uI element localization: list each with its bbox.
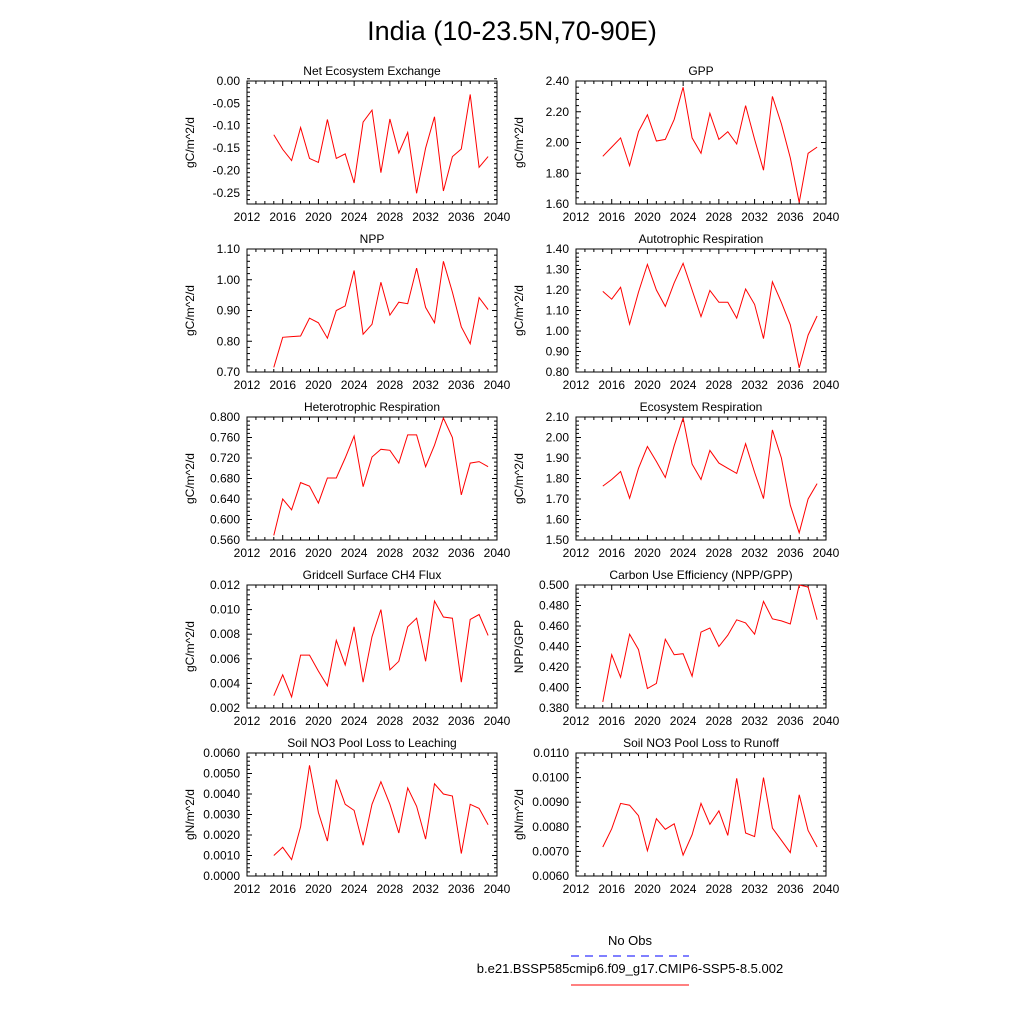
y-tick-label: 1.10: [545, 303, 569, 318]
panel-title: NPP: [359, 232, 385, 246]
x-tick-label: 2024: [340, 714, 368, 728]
panel-net-ecosystem-exchange: [183, 64, 511, 224]
y-tick-label: 0.0000: [203, 869, 240, 883]
y-tick-label: 1.50: [545, 533, 569, 547]
x-tick-label: 2016: [269, 546, 297, 560]
plot-frame: [247, 249, 497, 372]
series-line-autotrophic-respiration: [603, 263, 817, 368]
y-tick-label: -0.10: [212, 118, 240, 133]
x-tick-label: 2020: [634, 378, 661, 392]
panel-gridcell-surface-ch4-flux: [183, 568, 511, 728]
y-tick-label: 0.460: [538, 619, 569, 633]
series-line-ecosystem-respiration: [603, 418, 817, 533]
series-line-gridcell-surface-ch4-flux: [274, 601, 488, 697]
series-line-gpp: [603, 87, 817, 202]
x-tick-label: 2012: [233, 210, 261, 224]
y-tick-label: 0.640: [209, 492, 240, 506]
x-tick-label: 2012: [562, 546, 590, 560]
y-tick-label: 2.00: [545, 430, 569, 445]
panel-carbon-use-efficiency-npp-gpp: [512, 568, 840, 728]
x-tick-label: 2028: [705, 210, 733, 224]
x-tick-label: 2040: [483, 546, 511, 560]
x-tick-label: 2016: [598, 378, 626, 392]
y-tick-label: 0.0020: [203, 828, 240, 842]
panel-gpp: [512, 64, 840, 224]
y-tick-label: 0.80: [545, 365, 569, 379]
x-tick-label: 2016: [269, 714, 297, 728]
panel-title: Autotrophic Respiration: [638, 232, 764, 246]
x-tick-label: 2032: [741, 378, 768, 392]
series-line-npp: [274, 261, 488, 367]
x-tick-label: 2016: [269, 882, 297, 896]
y-tick-label: 0.012: [209, 578, 240, 592]
x-tick-label: 2012: [562, 882, 590, 896]
x-tick-label: 2020: [634, 714, 661, 728]
x-tick-label: 2028: [705, 378, 733, 392]
x-tick-label: 2024: [669, 210, 697, 224]
x-tick-label: 2012: [233, 546, 261, 560]
series-line-soil-no3-pool-loss-to-leaching: [274, 765, 488, 859]
x-tick-label: 2032: [741, 210, 768, 224]
y-tick-label: -0.20: [212, 163, 240, 178]
x-tick-label: 2020: [634, 210, 661, 224]
figure-title: India (10-23.5N,70-90E): [367, 16, 657, 46]
panel-title: Carbon Use Efficiency (NPP/GPP): [609, 568, 793, 582]
y-axis-label: gC/m^2/d: [512, 117, 526, 168]
x-tick-label: 2020: [305, 210, 332, 224]
y-tick-label: 0.720: [209, 451, 240, 465]
x-tick-label: 2040: [483, 714, 511, 728]
x-tick-label: 2028: [705, 882, 733, 896]
y-tick-label: -0.15: [212, 141, 240, 156]
y-tick-label: 1.10: [216, 242, 240, 256]
y-tick-label: 0.0040: [203, 787, 240, 801]
x-tick-label: 2024: [340, 546, 368, 560]
x-tick-label: 2016: [598, 882, 626, 896]
plot-frame: [576, 585, 826, 708]
x-tick-label: 2024: [669, 546, 697, 560]
y-tick-label: -0.05: [212, 96, 240, 111]
y-tick-label: 0.0110: [533, 746, 569, 760]
x-tick-label: 2032: [412, 210, 439, 224]
x-tick-label: 2032: [741, 714, 768, 728]
series-line-heterotrophic-respiration: [274, 418, 488, 535]
y-axis-label: gC/m^2/d: [183, 117, 197, 168]
x-tick-label: 2036: [776, 714, 804, 728]
legend: [477, 933, 783, 985]
x-tick-label: 2024: [669, 882, 697, 896]
y-tick-label: 0.004: [209, 676, 240, 691]
x-tick-label: 2028: [705, 714, 733, 728]
y-tick-label: 0.0030: [203, 807, 240, 822]
panel-soil-no3-pool-loss-to-leaching: [183, 736, 511, 896]
y-tick-label: 0.680: [209, 471, 240, 486]
x-tick-label: 2024: [340, 378, 368, 392]
x-tick-label: 2020: [305, 546, 332, 560]
plot-frame: [576, 249, 826, 372]
y-tick-label: 0.0070: [532, 844, 569, 859]
panel-title: Heterotrophic Respiration: [303, 400, 441, 414]
plot-frame: [576, 81, 826, 204]
x-tick-label: 2012: [562, 714, 590, 728]
y-tick-label: 0.0010: [203, 848, 240, 863]
y-tick-label: 1.90: [545, 451, 569, 465]
legend-run-label: b.e21.BSSP585cmip6.f09_g17.CMIP6-SSP5-8.5.002: [476, 961, 784, 976]
x-tick-label: 2028: [376, 210, 404, 224]
x-tick-label: 2036: [776, 378, 804, 392]
x-tick-label: 2036: [447, 882, 475, 896]
y-tick-label: 0.500: [538, 578, 569, 592]
y-axis-label: gN/m^2/d: [512, 789, 526, 840]
x-tick-label: 2032: [412, 546, 439, 560]
x-tick-label: 2032: [412, 378, 439, 392]
series-line-soil-no3-pool-loss-to-runoff: [603, 778, 817, 856]
x-tick-label: 2016: [598, 714, 626, 728]
y-tick-label: 0.440: [538, 639, 569, 654]
x-tick-label: 2032: [412, 882, 439, 896]
y-tick-label: 0.420: [538, 660, 569, 674]
panel-autotrophic-respiration: [512, 232, 840, 392]
y-tick-label: 1.20: [545, 283, 569, 297]
x-tick-label: 2040: [812, 210, 840, 224]
x-tick-label: 2012: [233, 714, 261, 728]
y-axis-label: gC/m^2/d: [512, 453, 526, 504]
y-tick-label: 0.0090: [532, 795, 569, 810]
y-tick-label: 0.480: [538, 598, 569, 613]
x-tick-label: 2020: [305, 714, 332, 728]
x-tick-label: 2036: [447, 546, 475, 560]
y-tick-label: 0.0060: [532, 869, 569, 883]
x-tick-label: 2028: [376, 714, 404, 728]
y-axis-label: gC/m^2/d: [183, 285, 197, 336]
panel-title: Gridcell Surface CH4 Flux: [302, 568, 442, 582]
y-tick-label: 0.0100: [532, 770, 569, 785]
panel-grid: [183, 64, 840, 896]
y-tick-label: 0.800: [209, 410, 240, 424]
x-tick-label: 2040: [812, 378, 840, 392]
plot-frame: [247, 585, 497, 708]
y-tick-label: 0.600: [209, 512, 240, 527]
y-tick-label: 0.70: [216, 365, 240, 379]
x-tick-label: 2040: [812, 546, 840, 560]
y-tick-label: 0.90: [216, 303, 240, 318]
y-tick-label: 0.006: [209, 651, 240, 666]
x-tick-label: 2024: [669, 714, 697, 728]
y-tick-label: 2.20: [545, 104, 569, 119]
y-axis-label: gN/m^2/d: [183, 789, 197, 840]
y-tick-label: 0.00: [216, 74, 240, 88]
y-tick-label: -0.25: [212, 185, 240, 200]
x-tick-label: 2036: [776, 210, 804, 224]
x-tick-label: 2024: [669, 378, 697, 392]
y-tick-label: 0.002: [209, 701, 240, 715]
x-tick-label: 2020: [634, 546, 661, 560]
x-tick-label: 2036: [447, 378, 475, 392]
x-tick-label: 2028: [376, 882, 404, 896]
panel-soil-no3-pool-loss-to-runoff: [512, 736, 840, 896]
y-axis-label: NPP/GPP: [512, 619, 526, 674]
y-axis-label: gC/m^2/d: [183, 621, 197, 672]
x-tick-label: 2020: [305, 378, 332, 392]
x-tick-label: 2032: [741, 882, 768, 896]
plot-frame: [247, 417, 497, 540]
panel-npp: [183, 232, 511, 392]
y-axis-label: gC/m^2/d: [512, 285, 526, 336]
x-tick-label: 2012: [233, 882, 261, 896]
x-tick-label: 2028: [705, 546, 733, 560]
x-tick-label: 2016: [598, 210, 626, 224]
y-tick-label: 1.30: [545, 262, 569, 277]
x-tick-label: 2016: [598, 546, 626, 560]
x-tick-label: 2012: [562, 210, 590, 224]
y-tick-label: 2.00: [545, 135, 569, 150]
panel-heterotrophic-respiration: [183, 400, 511, 560]
y-tick-label: 0.008: [209, 627, 240, 642]
y-tick-label: 2.40: [545, 74, 569, 88]
y-tick-label: 0.0050: [203, 766, 240, 781]
panel-title: Ecosystem Respiration: [639, 400, 763, 414]
y-tick-label: 0.90: [545, 344, 569, 359]
x-tick-label: 2036: [447, 210, 475, 224]
y-tick-label: 0.0060: [203, 746, 240, 760]
x-tick-label: 2040: [483, 378, 511, 392]
y-tick-label: 1.40: [545, 242, 569, 256]
series-line-carbon-use-efficiency-npp-gpp: [603, 585, 817, 702]
plot-frame: [576, 753, 826, 876]
x-tick-label: 2036: [776, 882, 804, 896]
x-tick-label: 2028: [376, 546, 404, 560]
panel-title: Soil NO3 Pool Loss to Runoff: [623, 736, 779, 750]
panel-title: Net Ecosystem Exchange: [303, 64, 441, 78]
x-tick-label: 2024: [340, 882, 368, 896]
y-tick-label: 0.560: [209, 533, 240, 547]
y-tick-label: 0.010: [209, 602, 240, 617]
x-tick-label: 2040: [483, 882, 511, 896]
y-tick-label: 0.760: [209, 430, 240, 445]
panel-title: GPP: [688, 64, 714, 78]
x-tick-label: 2040: [812, 714, 840, 728]
x-tick-label: 2040: [812, 882, 840, 896]
x-tick-label: 2016: [269, 210, 297, 224]
plot-frame: [247, 81, 497, 204]
x-tick-label: 2024: [340, 210, 368, 224]
panel-title: Soil NO3 Pool Loss to Leaching: [287, 736, 457, 750]
x-tick-label: 2032: [741, 546, 768, 560]
y-tick-label: 1.80: [545, 471, 569, 486]
y-tick-label: 1.60: [545, 512, 569, 527]
y-tick-label: 1.00: [545, 324, 569, 338]
y-axis-label: gC/m^2/d: [183, 453, 197, 504]
x-tick-label: 2040: [483, 210, 511, 224]
x-tick-label: 2020: [634, 882, 661, 896]
y-tick-label: 1.70: [545, 492, 569, 506]
y-tick-label: 2.10: [545, 410, 569, 424]
panel-ecosystem-respiration: [512, 400, 840, 560]
x-tick-label: 2028: [376, 378, 404, 392]
series-line-net-ecosystem-exchange: [274, 94, 488, 193]
legend-obs-label: No Obs: [607, 933, 653, 948]
x-tick-label: 2020: [305, 882, 332, 896]
y-tick-label: 0.400: [538, 680, 569, 695]
y-tick-label: 1.80: [545, 166, 569, 181]
x-tick-label: 2012: [233, 378, 261, 392]
x-tick-label: 2036: [447, 714, 475, 728]
y-tick-label: 0.380: [538, 701, 569, 715]
y-tick-label: 0.0080: [532, 819, 569, 834]
x-tick-label: 2012: [562, 378, 590, 392]
plot-frame: [247, 753, 497, 876]
y-tick-label: 1.00: [216, 272, 240, 287]
x-tick-label: 2032: [412, 714, 439, 728]
y-tick-label: 0.80: [216, 334, 240, 349]
x-tick-label: 2036: [776, 546, 804, 560]
y-tick-label: 1.60: [545, 197, 569, 211]
x-tick-label: 2016: [269, 378, 297, 392]
